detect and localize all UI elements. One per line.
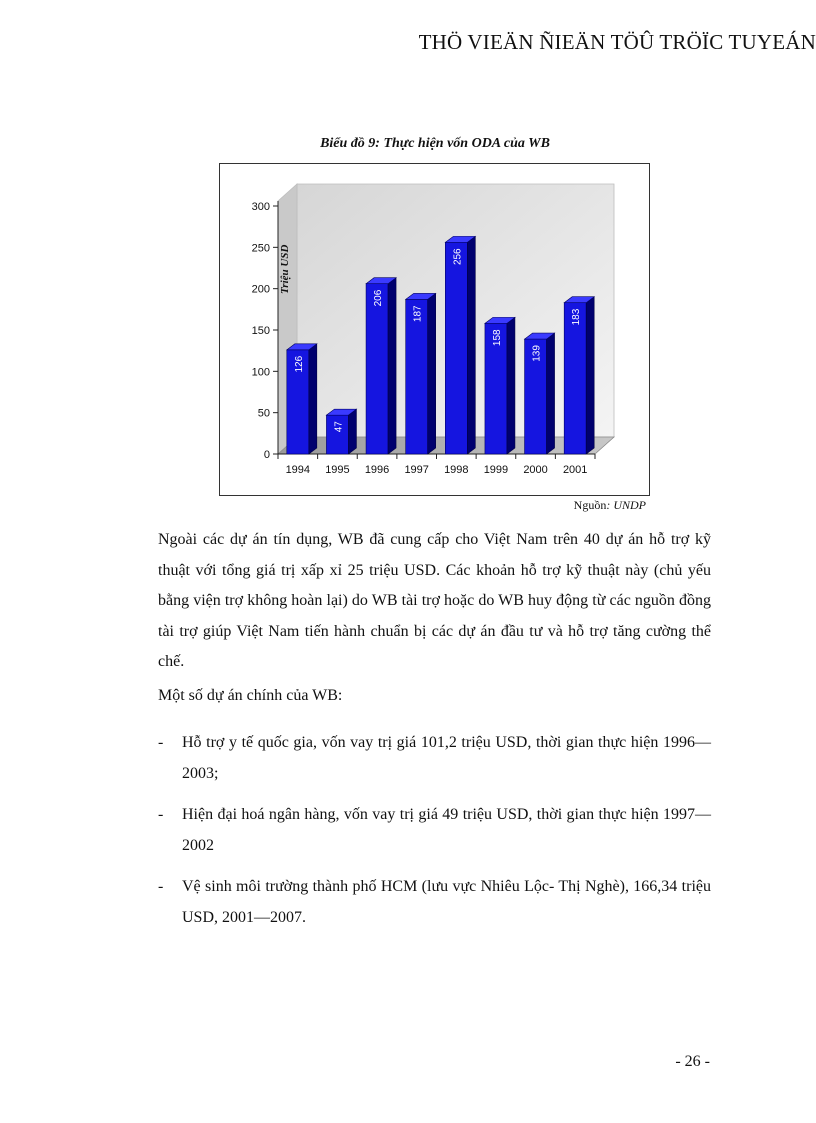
list-item-text: Hiện đại hoá ngân hàng, vốn vay trị giá 49 triệu USD, thời gian thực hiện 1997—2002 <box>182 806 711 854</box>
list-item <box>158 800 711 861</box>
page-number: - 26 - <box>675 1053 710 1070</box>
bullet-marker: - <box>158 878 164 895</box>
bullet-marker: - <box>158 734 164 751</box>
bar <box>326 415 348 454</box>
chart-frame <box>219 163 650 496</box>
x-tick-label: 1997 <box>404 464 429 476</box>
bar-data-label: 126 <box>293 355 305 373</box>
bar <box>445 242 467 454</box>
x-tick-label: 1999 <box>483 464 509 476</box>
y-tick-label: 200 <box>251 283 270 296</box>
bar-data-label: 158 <box>491 329 503 347</box>
list-item-text: Hỗ trợ y tế quốc gia, vốn vay trị giá 101,2 triệu USD, thời gian thực hiện 1996—2003; <box>182 734 711 782</box>
y-tick-label: 150 <box>251 325 270 337</box>
library-header: THÖ VIEÄN ÑIEÄN TÖÛ TRÖÏC TUYEÁN <box>418 30 816 54</box>
x-tick-label: 1995 <box>325 464 350 476</box>
bullet-marker: - <box>158 806 164 823</box>
bar-side <box>507 317 515 454</box>
y-tick-label: 0 <box>263 449 270 461</box>
bar-side <box>428 293 436 454</box>
body-paragraph: Ngoài các dự án tín dụng, WB đã cung cấp cho Việt Nam trên 40 dự án hỗ trợ kỹ thuật với tổng giá trị xấp xỉ 25 triệu USD. Các khoản hỗ trợ kỹ thuật này (chủ yếu bằng viện trợ không hoàn lại) do WB tài trợ hoặc do WB huy động từ các nguồn đồng tài trợ giúp Việt Nam tiến hành chuẩn bị các dự án đầu tư và hỗ trợ tăng cường thể chế. <box>158 531 711 670</box>
bar-data-label: 47 <box>333 421 345 433</box>
y-tick-label: 50 <box>257 407 270 420</box>
projects-intro: Một số dự án chính của WB: <box>158 687 343 704</box>
bar-data-label: 139 <box>531 345 543 362</box>
bar-side <box>388 278 396 454</box>
chart-caption: Biểu đồ 9: Thực hiện vốn ODA của WB <box>320 136 550 151</box>
y-tick-label: 250 <box>251 242 270 255</box>
bar-data-label: 187 <box>412 305 424 323</box>
bar-side <box>547 333 555 454</box>
bar-data-label: 206 <box>373 289 385 307</box>
bar-side <box>348 409 356 454</box>
x-tick-label: 1998 <box>444 464 469 476</box>
bar-chart <box>220 164 649 495</box>
x-tick-label: 2001 <box>562 464 588 476</box>
chart-source <box>520 498 646 513</box>
y-tick-label: 100 <box>251 366 270 379</box>
x-tick-label: 1994 <box>285 464 311 476</box>
y-tick-label: 300 <box>251 201 270 213</box>
source-label: Nguồn <box>573 498 607 512</box>
y-axis-title: Triệu USD <box>279 244 291 294</box>
bar <box>366 284 388 454</box>
list-item <box>158 872 711 933</box>
x-tick-label: 1996 <box>364 464 390 476</box>
bar-side <box>467 236 475 454</box>
x-tick-label: 2000 <box>523 464 548 476</box>
source-value: : UNDP <box>606 498 646 512</box>
list-item <box>158 728 711 789</box>
bar-data-label: 183 <box>571 308 583 326</box>
bar-data-label: 256 <box>452 248 464 266</box>
list-item-text: Vệ sinh môi trường thành phố HCM (lưu vực Nhiêu Lộc- Thị Nghè), 166,34 triệu USD, 2001—2007. <box>182 878 711 926</box>
bar-side <box>586 297 594 454</box>
projects-list <box>158 728 711 944</box>
bar-side <box>309 344 317 454</box>
